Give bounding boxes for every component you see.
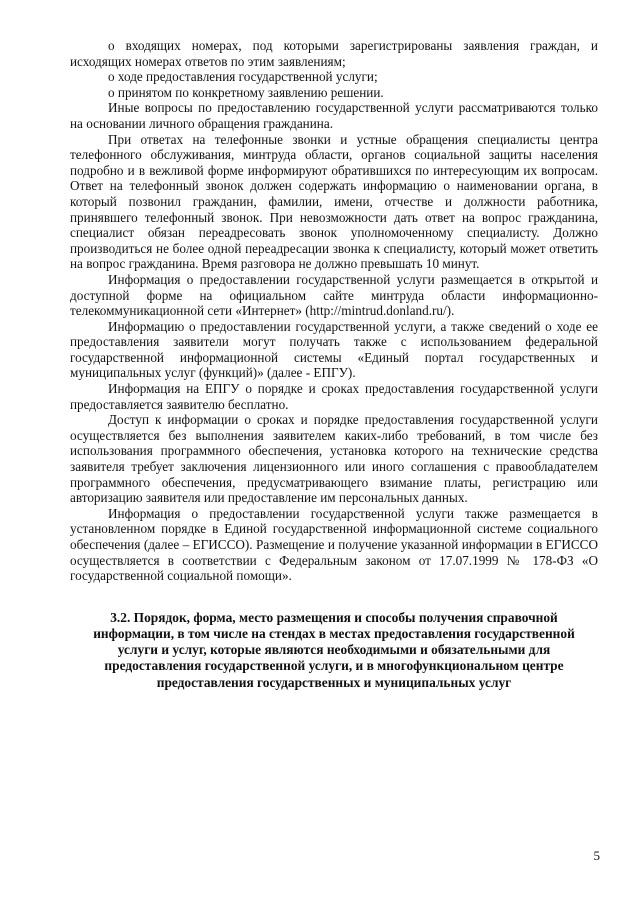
page-number: 5 [593, 848, 600, 863]
paragraph-egisso: Информация о предоставлении государственной услуги также размещается в установленном порядке в Единой государственной информационной системе социального обеспечения (далее – ЕГИССО). Размещение и получение указанной информации в ЕГИССО осуществляется в соответствии с Федеральным законом от 17.07.1999 № 178-ФЗ «О государственной социальной помощи». [70, 505, 598, 584]
paragraph-website-info: Информация о предоставлении государственной услуги размещается в открытой и доступной форме на официальном сайте минтруда области информационно-телекоммуникационной сети «Интернет» (http://mintrud.donland.ru/). [70, 271, 598, 319]
paragraph-incoming-numbers: о входящих номерах, под которыми зарегистрированы заявления граждан, и исходящих номерах ответов по этим заявлениям; [70, 38, 598, 69]
paragraph-access-conditions: Доступ к информации о сроках и порядке предоставления государственной услуги осуществляется без выполнения заявителем каких-либо требований, в том числе без использования программного обеспечения, установка которого на технические средства заявителя требует заключения лицензионного или иного соглашения с правообладателем программного обеспечения, предусматривающего взимание платы, регистрацию или авторизацию заявителя или предоставление им персональных данных. [70, 412, 598, 506]
document-page [70, 38, 598, 691]
section-heading: 3.2. Порядок, форма, место размещения и способы получения справочной информации, в том числе на стендах в местах предоставления государственной услуги и услуг, которые являются необходимыми и обязательными для предоставления государственной услуги, и в многофункциональном центре предоставления государственных и муниципальных услуг [93, 609, 575, 690]
paragraph-progress: о ходе предоставления государственной услуги; [108, 69, 378, 85]
paragraph-epgu-info: Информацию о предоставлении государственной услуги, а также сведений о ходе ее предоставления заявители могут получать также с использованием федеральной государственной информационной системы «Единый портал государственных и муниципальных услуг (функций)» (далее - ЕПГУ). [70, 318, 598, 381]
paragraph-phone-answers: При ответах на телефонные звонки и устные обращения специалисты центра телефонного обслуживания, минтруда области, органов социальной защиты населения подробно и в вежливой форме информируют обратившихся по интересующим их вопросам. Ответ на телефонный звонок должен содержать информацию о наименовании органа, в который позвонил гражданин, фамилии, имени, отчестве и должности работника, принявшего телефонный звонок. При невозможности дать ответ на вопрос гражданина, специалист обязан переадресовать звонок уполномоченному специалисту. Должно производиться не более одной переадресации звонка к специалисту, который может ответить на вопрос гражданина. Время разговора не должно превышать 10 минут. [70, 131, 598, 272]
paragraph-other-questions: Иные вопросы по предоставлению государственной услуги рассматриваются только на основании личного обращения гражданина. [70, 100, 598, 131]
paragraph-epgu-free: Информация на ЕПГУ о порядке и сроках предоставления государственной услуги предоставляется заявителю бесплатно. [70, 381, 598, 412]
paragraph-decision: о принятом по конкретному заявлению решении. [108, 84, 384, 100]
